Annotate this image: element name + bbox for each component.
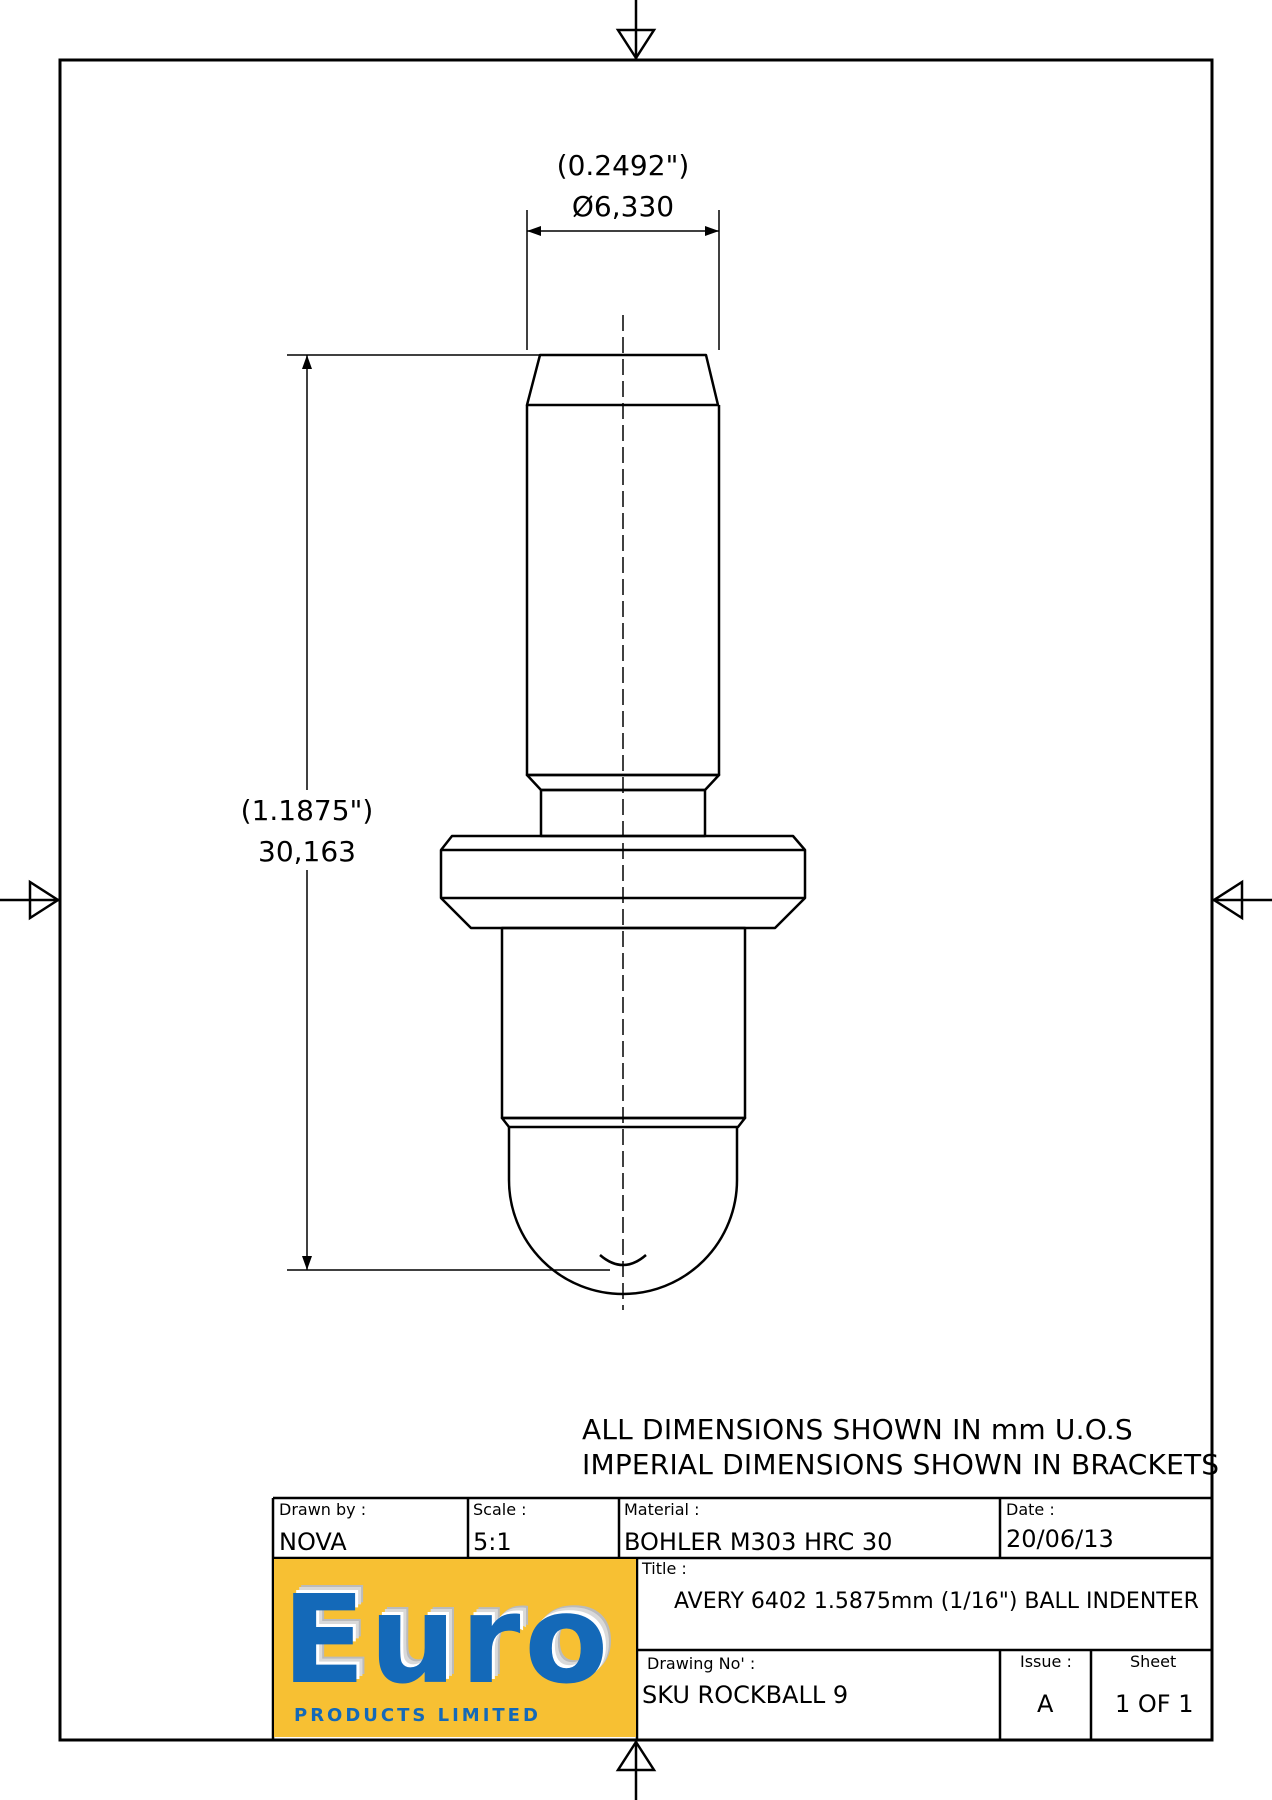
sheet-value: 1 OF 1: [1115, 1690, 1194, 1718]
center-mark-right: [1212, 882, 1272, 918]
scale-value: 5:1: [473, 1528, 512, 1556]
diameter-metric: Ø6,330: [571, 190, 675, 223]
drawing-border: [60, 60, 1212, 1740]
drawing-no-label: Drawing No' :: [647, 1654, 756, 1673]
logo-subtitle: PRODUCTS LIMITED: [294, 1705, 541, 1726]
drawn-by-label: Drawn by :: [279, 1500, 367, 1519]
material-value: BOHLER M303 HRC 30: [624, 1528, 893, 1556]
length-metric: 30,163: [258, 835, 356, 868]
drawing-no-value: SKU ROCKBALL 9: [642, 1681, 849, 1709]
title-label: Title :: [642, 1559, 687, 1578]
note-imperial: IMPERIAL DIMENSIONS SHOWN IN BRACKETS: [582, 1448, 1220, 1481]
sheet-label: Sheet: [1130, 1652, 1177, 1671]
material-label: Material :: [624, 1500, 700, 1519]
drawn-by-value: NOVA: [279, 1528, 347, 1556]
euro-products-logo: [274, 1559, 636, 1737]
diameter-imperial: (0.2492"): [556, 149, 690, 182]
title-value: AVERY 6402 1.5875mm (1/16") BALL INDENTER: [674, 1589, 1199, 1614]
center-mark-left: [0, 882, 60, 918]
center-mark-bottom: [618, 1740, 654, 1800]
center-mark-top: [618, 0, 654, 60]
issue-value: A: [1037, 1690, 1054, 1718]
date-value: 20/06/13: [1006, 1525, 1114, 1553]
issue-label: Issue :: [1020, 1652, 1072, 1671]
scale-label: Scale :: [473, 1500, 527, 1519]
date-label: Date :: [1006, 1500, 1055, 1519]
logo-wordmark: Euro: [282, 1569, 613, 1711]
note-metric: ALL DIMENSIONS SHOWN IN mm U.O.S: [582, 1413, 1133, 1446]
length-imperial: (1.1875"): [240, 794, 374, 827]
